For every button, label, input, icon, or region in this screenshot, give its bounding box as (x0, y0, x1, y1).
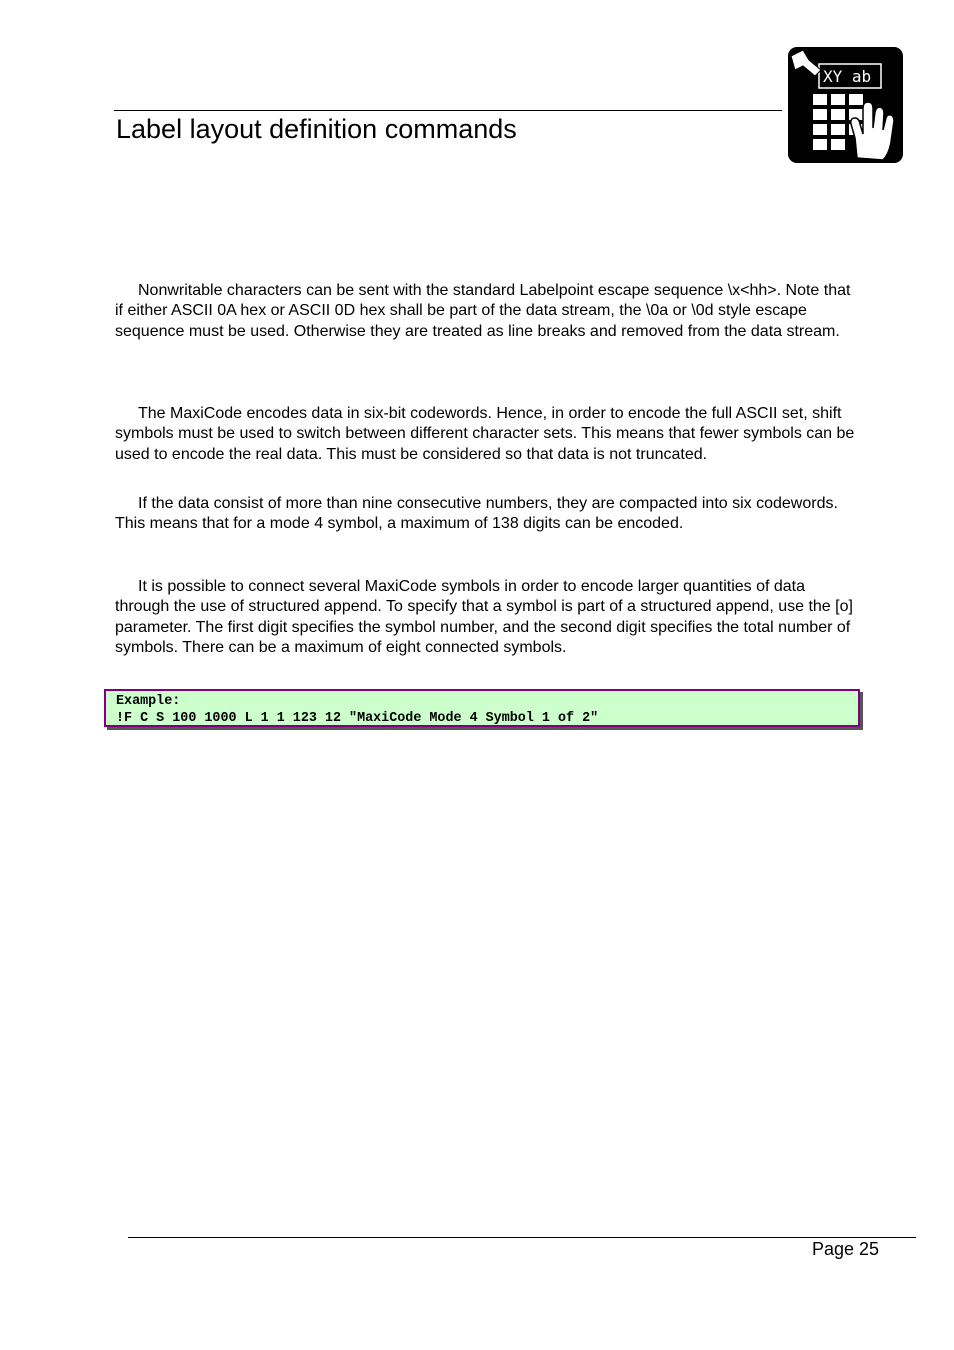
paragraph-numeric-compaction: If the data consist of more than nine consecutive numbers, they are compacted into six codewords. This means that for a mode 4 symbol, a maximum of 138 digits can be encoded. (115, 495, 838, 533)
header-rule (114, 110, 782, 111)
page-title: Label layout definition commands (116, 114, 517, 144)
example-code: !F C S 100 1000 L 1 1 123 12 "MaxiCode Mode 4 Symbol 1 of 2" (116, 711, 599, 726)
footer-rule (128, 1237, 916, 1238)
calculator-hand-icon (787, 46, 904, 164)
paragraph-six-bit-codewords: The MaxiCode encodes data in six-bit codewords. Hence, in order to encode the full ASCII set, shift symbols must be used to switch between different character sets. This means that fewer symbols can be used to encode the real data. This must be considered so that data is not truncated. (115, 405, 855, 463)
example-label: Example: (116, 694, 181, 709)
logo-text: XY ab (823, 67, 872, 86)
page-number: Page 25 (812, 1239, 880, 1259)
example-box (104, 689, 860, 727)
paragraph-structured-append: It is possible to connect several MaxiCode symbols in order to encode larger quantities of data through the use of structured append. To specify that a symbol is part of a structured append, use the [o] parameter. The first digit specifies the symbol number, and the second digit specifies the total number of symbols. There can be a maximum of eight connected symbols. (115, 578, 853, 657)
paragraph-escape-sequences: Nonwritable characters can be sent with the standard Labelpoint escape sequence \x<hh>. Note that if either ASCII 0A hex or ASCII 0D hex shall be part of the data stream, the \0a or \0d style escape sequence must be used. Otherwise they are treated as line breaks and removed from the data stream. (115, 282, 851, 340)
